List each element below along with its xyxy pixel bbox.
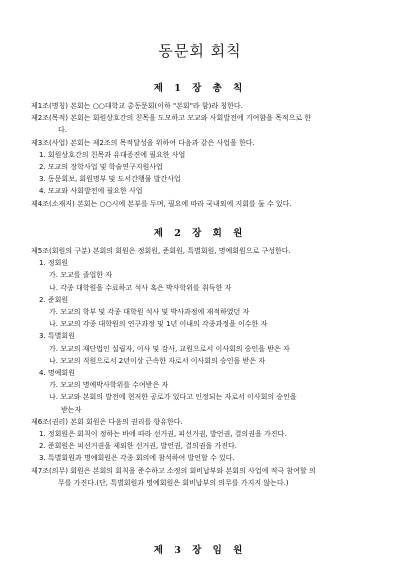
member-type-honorary-b-continued: 받는자 bbox=[61, 405, 82, 414]
member-type-special-a: 가. 모교의 재단법인 설립자, 이사 및 감사, 교원으로서 이사회의 승인을 받은 자 bbox=[49, 344, 290, 353]
article-6-item-1: 1. 정회원은 회칙이 정하는 바에 따라 선거권, 피선거권, 발언권, 결의권을 가진다. bbox=[39, 430, 287, 439]
chapter-1-heading: 제 1 장 총 칙 bbox=[153, 83, 247, 94]
article-3-item-4: 4. 모교와 사회발전에 필요한 사업 bbox=[39, 187, 143, 196]
member-type-associate-a: 가. 모교의 학부 및 각종 대학원 석사 및 박사과정에 재적하였던 자 bbox=[49, 308, 250, 317]
member-type-special: 3. 특별회원 bbox=[39, 332, 75, 341]
member-type-special-b: 나. 모교의 직원으로서 2년이상 근속한 자로서 이사회의 승인을 받은 자 bbox=[49, 356, 266, 365]
chapter-3-heading: 제 3 장 임 원 bbox=[153, 545, 247, 556]
article-3: 제3조(사업) 본회는 제2조의 목적달성을 위하여 다음과 같은 사업을 한다. bbox=[31, 138, 255, 147]
article-2-continued: 다. bbox=[58, 126, 67, 135]
article-3-item-1: 1. 회원상호간의 친목과 유대증진에 필요한 사업 bbox=[39, 150, 186, 159]
article-1: 제1조(명칭) 본회는 ○○대학교 총동문회(이하 "본회"라 함)라 칭한다. bbox=[31, 102, 243, 110]
member-type-honorary-a: 가. 모교의 명예박사학위를 수여받은 자 bbox=[49, 381, 169, 390]
article-2: 제2조(목적) 본회는 회원상호간의 친목을 도모하고 모교와 사회발전에 기여함을 목적으로 한 bbox=[31, 114, 312, 123]
article-6-item-3: 3. 특별회원과 명예회원은 각종 회의에 참석하여 발언할 수 있다. bbox=[39, 454, 235, 463]
member-type-regular-b: 나. 각종 대학원을 수료하고 석사 혹은 박사학위를 취득한 자 bbox=[49, 283, 232, 292]
article-3-item-3: 3. 동문회보, 회원명부 및 도서간행물 발간사업 bbox=[39, 175, 181, 184]
article-4: 제4조(소재지) 본회는 ○○시에 본부를 두며, 필요에 따라 국내외에 지회를 둘 수 있다. bbox=[31, 199, 292, 208]
article-6-item-2: 2. 준회원은 피선거권을 제외한 선거권, 발언권, 결의권을 가진다. bbox=[39, 442, 237, 451]
article-5: 제5조(회원의 구분) 본회의 회원은 정회원, 준회원, 특별회원, 명예회원으로 구성한다. bbox=[31, 247, 291, 255]
article-3-item-2: 2. 모교의 장학사업 및 학술연구지원사업 bbox=[39, 163, 163, 172]
member-type-regular-a: 가. 모교를 졸업한 자 bbox=[49, 271, 112, 280]
chapter-1-body bbox=[31, 100, 382, 210]
chapter-2-body bbox=[31, 245, 382, 489]
member-type-regular: 1. 정회원 bbox=[39, 259, 69, 268]
article-7-continued: 무를 가진다.(단, 특별회원과 명예회원은 회비납부의 의무를 가지지 않는다.) bbox=[58, 478, 289, 487]
member-type-honorary: 4. 명예회원 bbox=[39, 369, 75, 378]
member-type-associate: 2. 준회원 bbox=[39, 295, 69, 304]
member-type-associate-b: 나. 모교의 각종 대학원의 연구과정 및 1년 이내의 각종과정을 이수한 자 bbox=[49, 320, 268, 329]
document-title: 동문회 회칙 bbox=[158, 42, 242, 60]
article-7: 제7조(의무) 회원은 본회의 회칙을 준수하고 소정의 회비납부와 본회의 사업에 적극 참여할 의 bbox=[31, 466, 316, 475]
article-6: 제6조(권리) 본회 회원은 다음의 권리를 향유한다. bbox=[31, 417, 183, 426]
member-type-honorary-b: 나. 모교와 본회의 발전에 현저한 공로가 있다고 인정되는 자로서 이사회의 승인을 bbox=[49, 393, 297, 402]
chapter-2-heading: 제 2 장 회 원 bbox=[153, 228, 247, 239]
